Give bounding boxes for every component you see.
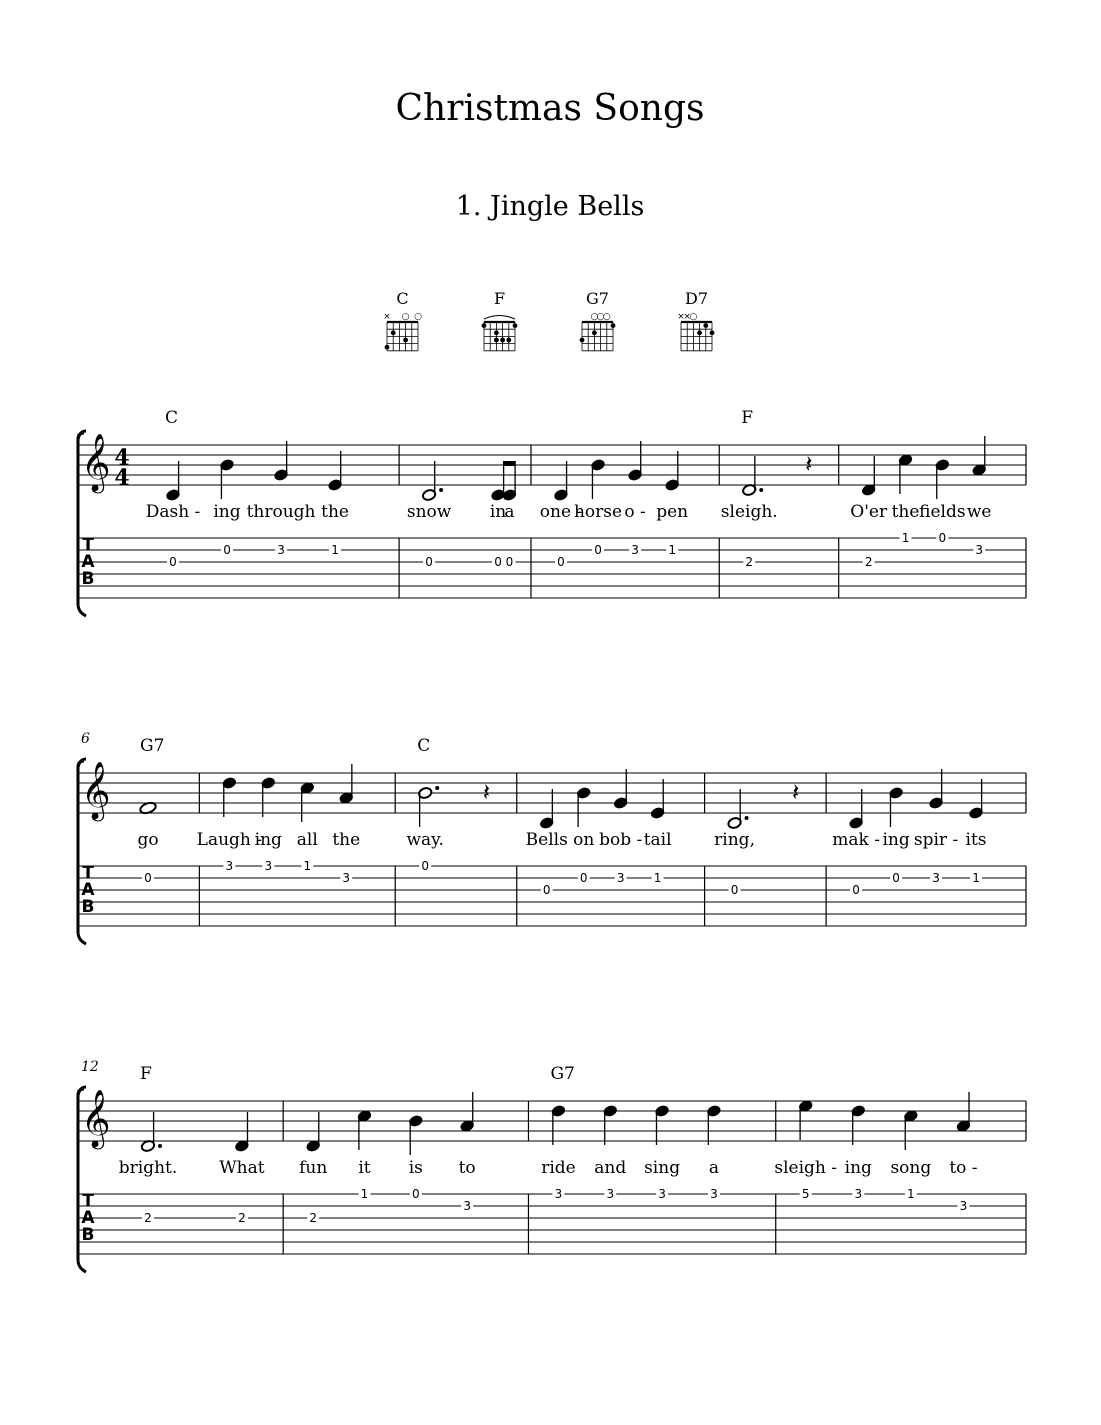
note-dot xyxy=(158,1144,162,1148)
lyric-syllable: go xyxy=(137,830,159,850)
time-signature-bottom: 4 xyxy=(114,465,130,491)
chord-diagram-name: D7 xyxy=(684,289,709,308)
lyric-syllable: and xyxy=(594,1158,627,1178)
tab-fret-number: 1 xyxy=(907,1187,915,1201)
chord-diagrams xyxy=(383,289,714,351)
tab-fret-number: 3 xyxy=(959,1199,968,1213)
tab-fret-number: 3 xyxy=(975,543,983,557)
lyric-syllable: What xyxy=(219,1158,265,1178)
treble-clef: 𝄞 xyxy=(81,433,111,491)
lyric-syllable: o - xyxy=(624,502,646,522)
quarter-rest: 𝄽 xyxy=(805,450,813,478)
svg-text:×: × xyxy=(383,312,391,322)
note-dot xyxy=(745,816,749,820)
tab-fret-number: 3 xyxy=(463,1199,471,1213)
lyric-syllable: the xyxy=(891,502,920,522)
svg-text:○: ○ xyxy=(602,312,611,322)
tab-fret-number: 3 xyxy=(225,859,234,873)
tab-fret-number: 0 xyxy=(494,555,502,569)
tab-fret-number: 2 xyxy=(864,555,873,569)
measure xyxy=(721,408,839,598)
tab-fret-number: 0 xyxy=(411,1187,420,1201)
tab-fret-number: 0 xyxy=(730,883,739,897)
tab-fret-number: 3 xyxy=(342,871,351,885)
measure xyxy=(137,736,199,926)
lyric-syllable: in xyxy=(489,502,507,522)
tab-fret-number: 0 xyxy=(223,543,231,557)
measure xyxy=(541,1064,776,1254)
time-signature-top: 4 xyxy=(114,445,130,471)
tab-fret-number: 3 xyxy=(854,1187,863,1201)
system-number: 6 xyxy=(81,731,90,747)
lyric-syllable: all xyxy=(296,830,318,850)
song-subtitle: 1. Jingle Bells xyxy=(455,191,645,222)
lyric-syllable: ride xyxy=(541,1158,576,1178)
lyric-syllable: ing xyxy=(882,830,910,850)
svg-text:×: × xyxy=(677,312,685,322)
lyric-syllable: we xyxy=(966,502,992,522)
chord-diagram-g7 xyxy=(580,289,616,351)
lyric-syllable: bob - xyxy=(599,830,643,850)
tab-fret-number: 0 xyxy=(852,883,860,897)
tab-clef-letter: B xyxy=(81,1225,95,1245)
measure xyxy=(119,1064,283,1254)
lyric-syllable: to xyxy=(458,1158,476,1178)
tab-fret-number: 0 xyxy=(425,555,433,569)
svg-text:×: × xyxy=(683,312,691,322)
chord-symbol: C xyxy=(165,408,179,428)
tab-clef-letter: T xyxy=(82,1191,94,1211)
svg-text:○: ○ xyxy=(401,312,410,322)
tab-fret-number: 1 xyxy=(972,871,980,885)
measure xyxy=(714,773,826,926)
lyric-syllable: fun xyxy=(299,1158,328,1178)
score-title: Christmas Songs xyxy=(395,88,705,129)
lyric-syllable: spir - xyxy=(913,830,959,850)
svg-text:○: ○ xyxy=(414,312,422,322)
tab-fret-number: 2 xyxy=(309,1211,318,1225)
lyric-syllable: sing xyxy=(644,1158,681,1178)
tab-fret-number: 2 xyxy=(144,1211,152,1225)
tab-fret-number: 0 xyxy=(505,555,514,569)
tab-fret-number: 3 xyxy=(264,859,273,873)
lyric-syllable: sleigh. xyxy=(720,502,778,522)
tab-fret-number: 1 xyxy=(668,543,676,557)
tab-fret-number: 3 xyxy=(932,871,940,885)
tab-fret-number: 1 xyxy=(303,859,312,873)
tab-fret-number: 3 xyxy=(710,1187,718,1201)
tab-fret-number: 0 xyxy=(421,859,430,873)
lyric-syllable: snow xyxy=(406,502,452,522)
tab-fret-number: 3 xyxy=(631,543,639,557)
quarter-rest: 𝄽 xyxy=(482,778,491,806)
tab-fret-number: 1 xyxy=(331,543,339,557)
chord-symbol: F xyxy=(140,1064,152,1084)
lyric-syllable: is xyxy=(408,1158,423,1178)
system-3 xyxy=(78,1059,1026,1272)
treble-clef: 𝄞 xyxy=(81,1089,111,1147)
measure xyxy=(146,408,399,598)
measure xyxy=(407,736,517,926)
lyric-syllable: O'er xyxy=(850,502,888,522)
measure xyxy=(407,445,531,598)
svg-text:○: ○ xyxy=(596,312,605,322)
tab-fret-number: 3 xyxy=(658,1187,666,1201)
lyric-syllable: song xyxy=(890,1158,932,1178)
lyric-syllable: on xyxy=(573,830,595,850)
chord-diagram-c xyxy=(383,289,422,351)
note-dot xyxy=(439,488,443,492)
lyric-syllable: one - xyxy=(539,502,583,522)
tab-fret-number: 0 xyxy=(594,543,602,557)
tab-clef-letter: A xyxy=(81,1208,95,1228)
tab-fret-number: 3 xyxy=(554,1187,563,1201)
lyric-syllable: a xyxy=(504,502,515,522)
quarter-rest: 𝄽 xyxy=(792,778,800,806)
chord-symbol: G7 xyxy=(140,736,165,756)
system-number: 12 xyxy=(81,1059,99,1075)
lyric-syllable: through xyxy=(246,502,316,522)
lyric-syllable: the xyxy=(332,830,361,850)
tab-fret-number: 2 xyxy=(238,1211,246,1225)
lyric-syllable: bright. xyxy=(118,1158,178,1178)
system-1 xyxy=(78,408,1026,616)
chord-symbol: G7 xyxy=(550,1064,575,1084)
lyric-syllable: its xyxy=(965,830,987,850)
svg-text:○: ○ xyxy=(689,312,698,322)
tab-fret-number: 1 xyxy=(653,871,662,885)
note-dot xyxy=(435,786,439,790)
lyric-syllable: Bells xyxy=(525,830,568,850)
tab-fret-number: 5 xyxy=(801,1187,810,1201)
lyric-syllable: tail xyxy=(643,830,672,850)
tab-clef-letter: T xyxy=(82,863,94,883)
lyric-syllable: ing xyxy=(254,830,282,850)
tab-fret-number: 0 xyxy=(892,871,900,885)
chord-symbol: C xyxy=(417,736,431,756)
system-2 xyxy=(78,731,1026,944)
lyric-syllable: horse xyxy=(573,502,623,522)
lyric-syllable: Laugh - xyxy=(196,830,263,850)
tab-fret-number: 1 xyxy=(360,1187,369,1201)
lyric-syllable: mak - xyxy=(832,830,880,850)
tab-clef-letter: T xyxy=(82,535,94,555)
tab-fret-number: 3 xyxy=(606,1187,615,1201)
chord-symbol: F xyxy=(741,408,754,428)
chord-diagram-d7 xyxy=(677,289,714,351)
tab-fret-number: 1 xyxy=(901,531,910,545)
treble-clef: 𝄞 xyxy=(81,761,111,819)
tab-fret-number: 0 xyxy=(557,555,565,569)
lyric-syllable: way. xyxy=(406,830,444,850)
lyric-syllable: a xyxy=(708,1158,719,1178)
tab-fret-number: 0 xyxy=(144,871,152,885)
tab-fret-number: 2 xyxy=(745,555,754,569)
tab-fret-number: 0 xyxy=(938,531,947,545)
lyric-syllable: ing xyxy=(213,502,241,522)
lyric-syllable: pen xyxy=(656,502,689,522)
score-systems xyxy=(78,408,1026,1272)
lyric-syllable: to - xyxy=(949,1158,978,1178)
note-dot xyxy=(759,488,763,492)
tab-clef-letter: B xyxy=(81,569,95,589)
tab-fret-number: 0 xyxy=(169,555,177,569)
lyric-syllable: ing xyxy=(844,1158,872,1178)
chord-diagram-f xyxy=(482,289,518,351)
chord-diagram-name: C xyxy=(396,289,409,308)
tab-fret-number: 3 xyxy=(616,871,625,885)
tab-fret-number: 0 xyxy=(579,871,588,885)
tab-clef-letter: B xyxy=(81,897,95,917)
lyric-syllable: it xyxy=(358,1158,371,1178)
tab-fret-number: 3 xyxy=(277,543,285,557)
chord-diagram-name: F xyxy=(493,289,506,308)
lyric-syllable: sleigh - xyxy=(774,1158,838,1178)
lyric-syllable: the xyxy=(321,502,350,522)
tab-clef-letter: A xyxy=(81,552,95,572)
svg-text:○: ○ xyxy=(590,312,599,322)
lyric-syllable: ring, xyxy=(714,830,755,850)
lyric-syllable: Dash - xyxy=(145,502,201,522)
lyric-syllable: fields xyxy=(919,502,966,522)
tab-clef-letter: A xyxy=(81,880,95,900)
note-beam xyxy=(504,461,516,466)
tab-fret-number: 0 xyxy=(542,883,551,897)
chord-diagram-name: G7 xyxy=(586,289,609,308)
